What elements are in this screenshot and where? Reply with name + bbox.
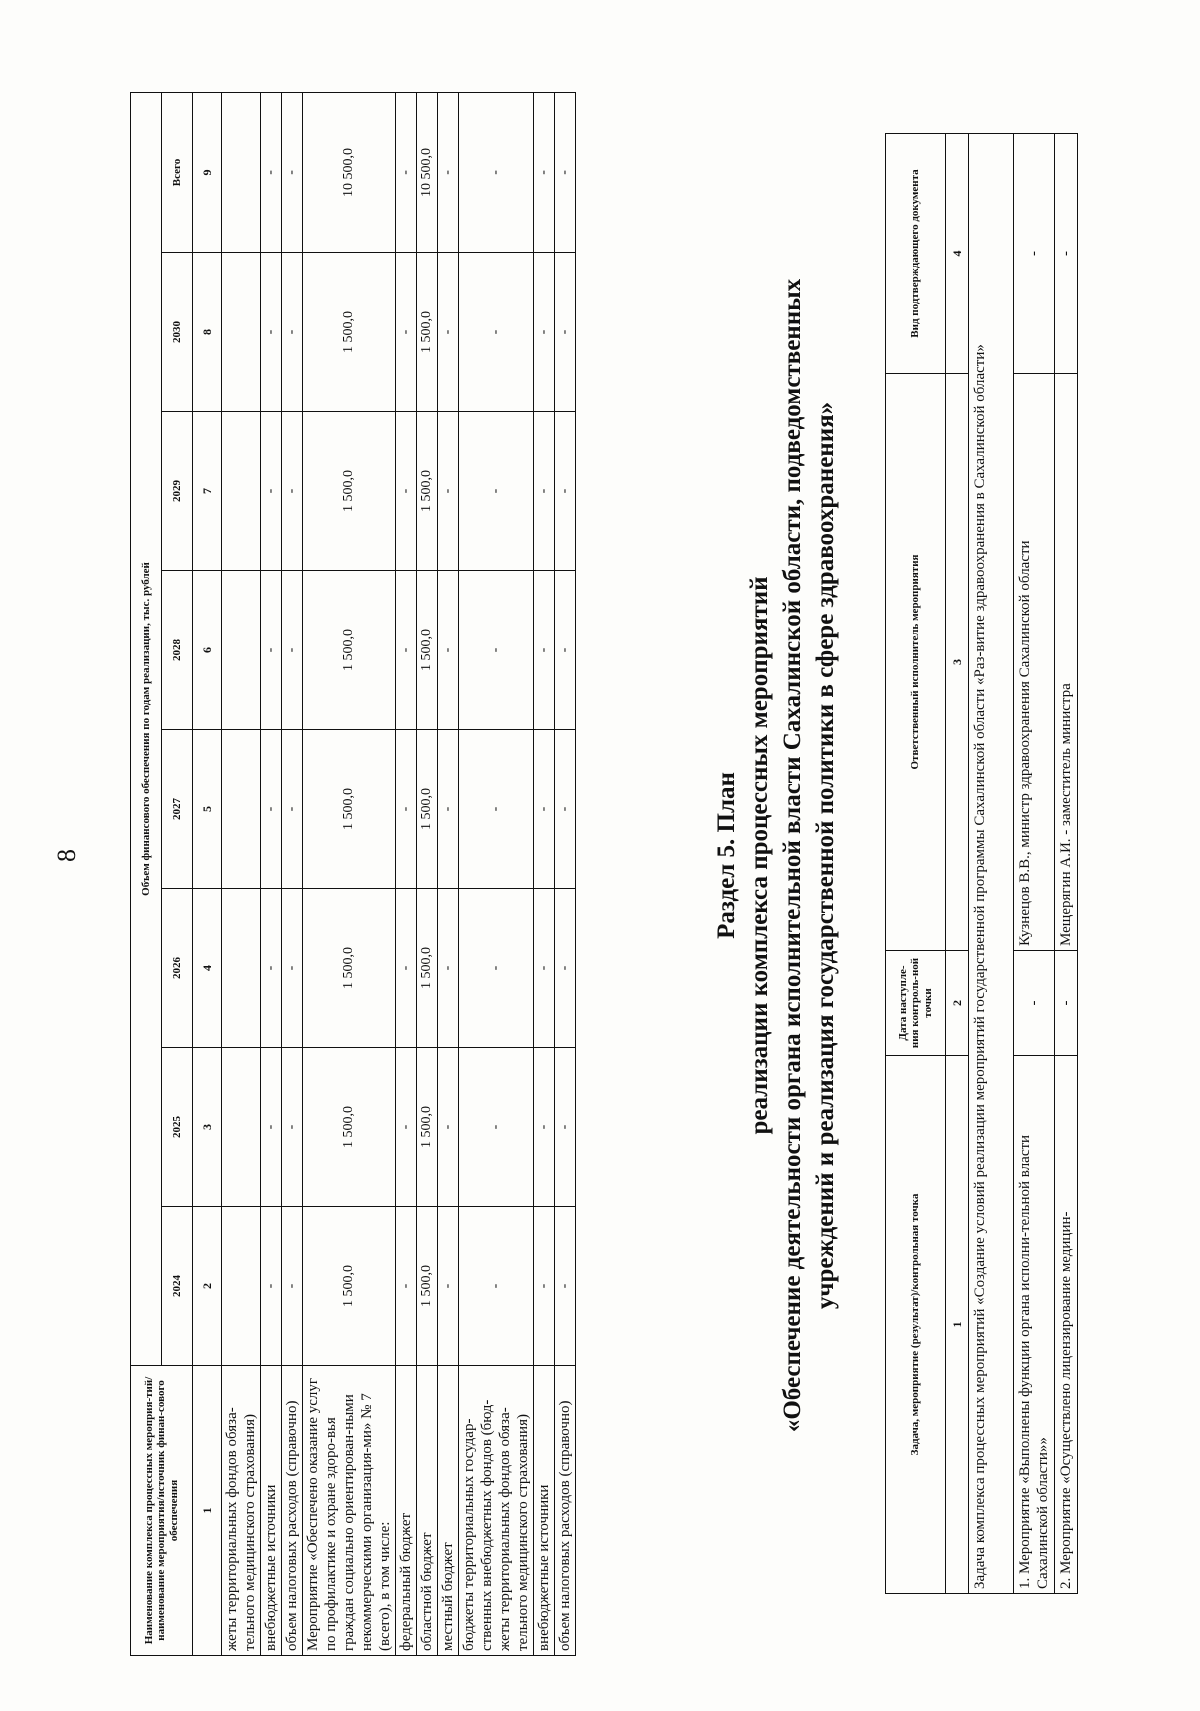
row-value: 1 500,0 (303, 1207, 396, 1366)
plan-column-index: 4 (946, 134, 969, 374)
row-value: - (534, 889, 555, 1048)
table-row (555, 92, 576, 1655)
row-value (222, 253, 261, 412)
column-index: 4 (193, 889, 222, 1048)
column-header-year: 2029 (162, 412, 193, 571)
column-index: 9 (193, 92, 222, 252)
row-value: - (282, 571, 303, 730)
row-value: - (261, 571, 282, 730)
row-value: - (459, 730, 534, 889)
measure-name: 2. Мероприятие «Осуществлено лицензирование медицин- (1055, 1056, 1078, 1594)
executor: Кузнецов В.В., министр здравоохранения Сахалинской области (1014, 374, 1055, 951)
row-value: - (534, 571, 555, 730)
row-value: 10 500,0 (417, 92, 438, 252)
row-label: бюджеты территориальных государ-ственных внебюджетных фондов (бюд-жеты территориальных фондов обяза-тельного медицинского страхования) (459, 1366, 534, 1656)
row-value (222, 1207, 261, 1366)
column-header-year: 2026 (162, 889, 193, 1048)
row-value: - (261, 1048, 282, 1207)
row-value: 1 500,0 (303, 412, 396, 571)
row-value: - (438, 1048, 459, 1207)
plan-column-header: Дата наступле-ния контроль-ной точки (886, 951, 946, 1056)
table-row (438, 92, 459, 1655)
column-header-year: Всего (162, 92, 193, 252)
section-subtitle: реализации комплекса процессных мероприятий (746, 576, 773, 1135)
row-value: 1 500,0 (417, 253, 438, 412)
column-header-year: 2027 (162, 730, 193, 889)
row-value (222, 412, 261, 571)
column-index: 8 (193, 253, 222, 412)
row-value: - (534, 253, 555, 412)
row-value: - (555, 412, 576, 571)
plan-column-index: 2 (946, 951, 969, 1056)
row-value: - (438, 571, 459, 730)
row-label: Мероприятие «Обеспечено оказание услуг по профилактике и охране здоро-вья граждан социально ориентирован-ными некоммерческими организация-ми» № 7 (всего), в том числе: (303, 1366, 396, 1656)
control-date: - (1055, 951, 1078, 1056)
row-value: - (396, 571, 417, 730)
row-value: - (261, 412, 282, 571)
column-header-year: 2028 (162, 571, 193, 730)
financing-table (130, 92, 576, 1656)
row-value: - (261, 1207, 282, 1366)
column-index: 7 (193, 412, 222, 571)
row-value: - (438, 1207, 459, 1366)
row-value: - (555, 92, 576, 252)
column-index: 2 (193, 1207, 222, 1366)
row-value: 1 500,0 (417, 730, 438, 889)
row-value: - (396, 1048, 417, 1207)
table-row (303, 92, 396, 1655)
row-value: - (282, 1048, 303, 1207)
row-value: - (396, 889, 417, 1048)
row-value: - (438, 253, 459, 412)
row-value: 1 500,0 (303, 889, 396, 1048)
row-value: - (555, 253, 576, 412)
row-value: - (396, 1207, 417, 1366)
column-index: 5 (193, 730, 222, 889)
column-header-name: Наименование комплекса процессных мероприя-тий/наименование мероприятия/источник финан-сового обеспечения (131, 1366, 193, 1656)
row-value: - (282, 1207, 303, 1366)
row-label: внебюджетные источники (534, 1366, 555, 1656)
column-index: 1 (193, 1366, 222, 1656)
table-row (222, 92, 261, 1655)
plan-column-index: 1 (946, 1056, 969, 1594)
row-value: 1 500,0 (417, 889, 438, 1048)
table-row (459, 92, 534, 1655)
row-label: объем налоговых расходов (справочно) (555, 1366, 576, 1656)
row-value: 1 500,0 (417, 412, 438, 571)
row-value: - (396, 253, 417, 412)
row-label: жеты территориальных фондов обяза-тельного медицинского страхования) (222, 1366, 261, 1656)
column-header-year: 2025 (162, 1048, 193, 1207)
table-row (417, 92, 438, 1655)
plan-column-header: Ответственный исполнитель мероприятия (886, 374, 946, 951)
section-title: Раздел 5. План (713, 772, 740, 939)
row-label: местный бюджет (438, 1366, 459, 1656)
row-value (222, 889, 261, 1048)
plan-index-row (946, 134, 969, 1594)
measure-name: 1. Мероприятие «Выполнены функции органа исполни-тельной власти Сахалинской области»» (1014, 1056, 1055, 1594)
row-value: - (534, 1048, 555, 1207)
executor: Мещерягин А.И. - заместитель министра (1055, 374, 1078, 951)
row-value: 1 500,0 (303, 730, 396, 889)
row-value: - (438, 92, 459, 252)
row-value: - (282, 92, 303, 252)
plan-row (1055, 134, 1078, 1594)
row-value: - (555, 730, 576, 889)
plan-row (1014, 134, 1055, 1594)
task-row (969, 134, 1014, 1594)
plan-column-index: 3 (946, 374, 969, 951)
column-header-group: Объем финансового обеспечения по годам реализации, тыс. рублей (131, 92, 162, 1365)
row-label: федеральный бюджет (396, 1366, 417, 1656)
row-value: - (459, 1207, 534, 1366)
row-value: 1 500,0 (417, 1048, 438, 1207)
row-value: - (438, 730, 459, 889)
row-value: - (459, 92, 534, 252)
row-value: - (555, 1207, 576, 1366)
row-value: 1 500,0 (303, 253, 396, 412)
plan-column-header: Вид подтверждающего документа (886, 134, 946, 374)
row-label: областной бюджет (417, 1366, 438, 1656)
row-value: - (459, 889, 534, 1048)
row-value: - (396, 412, 417, 571)
row-value: - (261, 730, 282, 889)
row-value (222, 730, 261, 889)
task-description: Задача комплекса процессных мероприятий «Создание условий реализации мероприятий государственной программы Сахалинской области «Раз-витие здравоохранения в Сахалинской области» (969, 134, 1014, 1594)
row-label: объем налоговых расходов (справочно) (282, 1366, 303, 1656)
row-value: - (555, 889, 576, 1048)
row-value: 1 500,0 (303, 1048, 396, 1207)
row-value: - (459, 253, 534, 412)
column-index-row (193, 92, 222, 1655)
row-value: - (261, 253, 282, 412)
row-value: - (282, 412, 303, 571)
row-value: 1 500,0 (417, 1207, 438, 1366)
row-label: внебюджетные источники (261, 1366, 282, 1656)
row-value: - (396, 92, 417, 252)
row-value: - (396, 730, 417, 889)
plan-table (885, 133, 1078, 1594)
row-value: - (282, 889, 303, 1048)
column-index: 3 (193, 1048, 222, 1207)
row-value: - (555, 1048, 576, 1207)
row-value: - (282, 253, 303, 412)
row-value: - (534, 92, 555, 252)
row-value (222, 92, 261, 252)
document-type: - (1055, 134, 1078, 374)
document-type: - (1014, 134, 1055, 374)
row-value: - (534, 730, 555, 889)
table-row (534, 92, 555, 1655)
row-value (222, 571, 261, 730)
row-value: - (555, 571, 576, 730)
table-row (282, 92, 303, 1655)
row-value (222, 1048, 261, 1207)
column-header-year: 2024 (162, 1207, 193, 1366)
row-value: - (261, 92, 282, 252)
row-value: - (261, 889, 282, 1048)
column-header-year: 2030 (162, 253, 193, 412)
section-program-name-cont: учреждений и реализация государственной политики в сфере здравоохранения» (812, 401, 839, 1310)
row-value: 1 500,0 (303, 571, 396, 730)
row-value: - (438, 412, 459, 571)
row-value: - (459, 412, 534, 571)
row-value: - (534, 1207, 555, 1366)
plan-column-header: Задача, мероприятие (результат)/контрольная точка (886, 1056, 946, 1594)
row-value: - (438, 889, 459, 1048)
row-value: - (534, 412, 555, 571)
page-number: 8 (52, 849, 81, 862)
table-row (261, 92, 282, 1655)
column-index: 6 (193, 571, 222, 730)
table-row (396, 92, 417, 1655)
row-value: - (459, 1048, 534, 1207)
row-value: - (282, 730, 303, 889)
row-value: 10 500,0 (303, 92, 396, 252)
control-date: - (1014, 951, 1055, 1056)
row-value: - (459, 571, 534, 730)
section-program-name: «Обеспечение деятельности органа исполнительной власти Сахалинской области, подведомственных (779, 278, 806, 1433)
row-value: 1 500,0 (417, 571, 438, 730)
